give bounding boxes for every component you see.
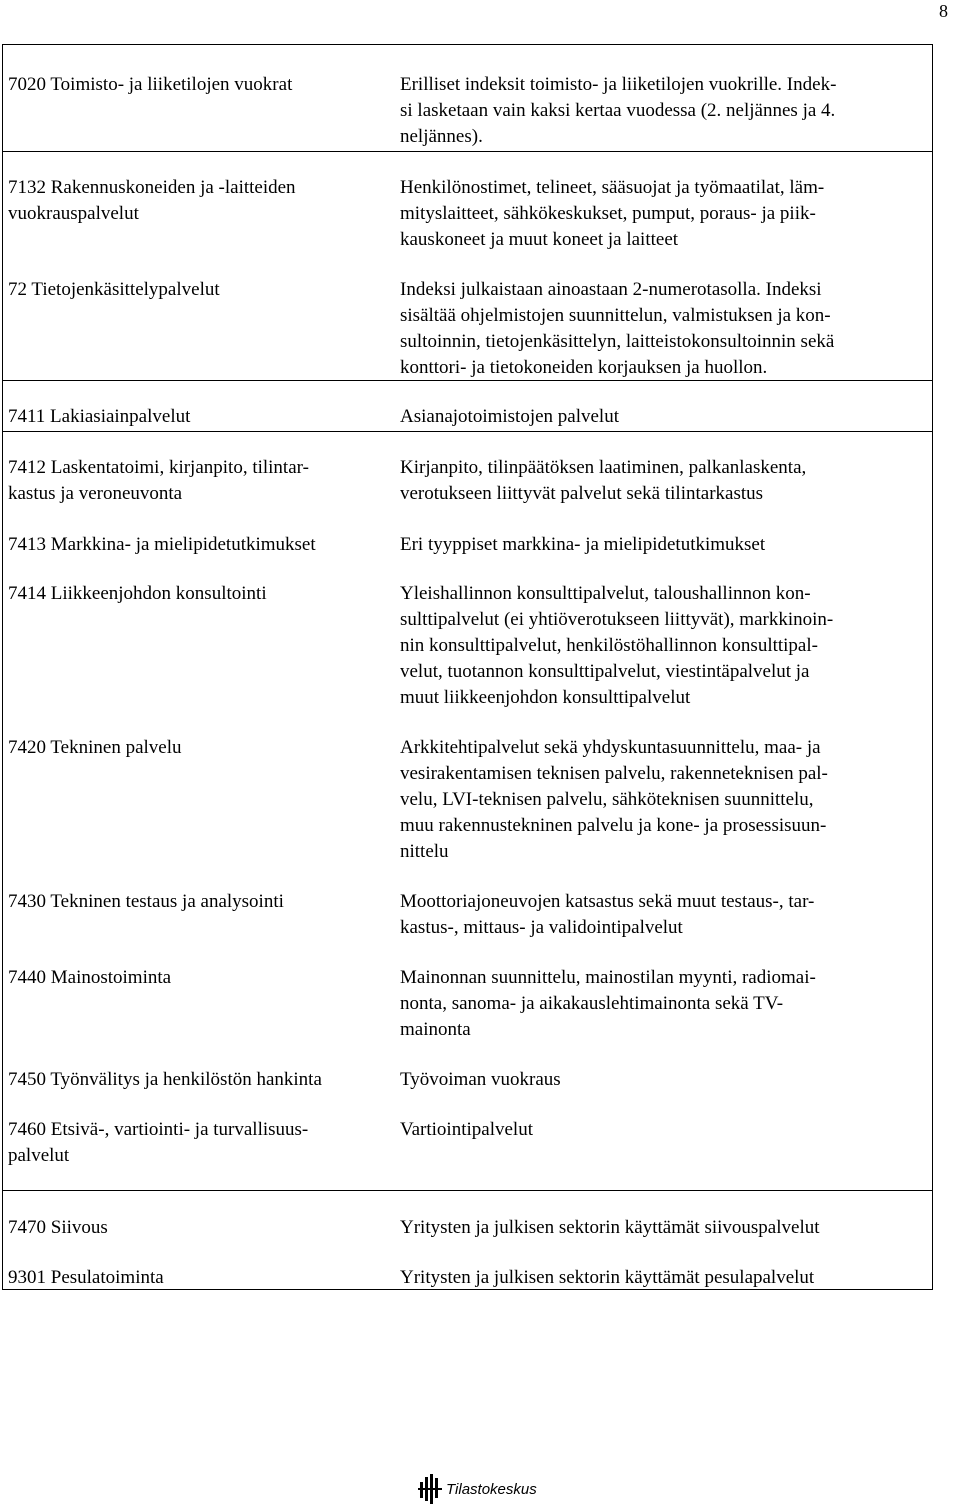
row-code: 7470 Siivous (8, 1217, 108, 1238)
row-description: Eri tyyppiset markkina- ja mielipidetutkimukset (400, 534, 766, 555)
row-code: 7413 Markkina- ja mielipidetutkimukset (8, 534, 316, 555)
row-code: 7440 Mainostoiminta (8, 967, 172, 988)
row-description: Yritysten ja julkisen sektorin käyttämät pesulapalvelut (400, 1267, 815, 1288)
tilastokeskus-logo-icon (418, 1474, 442, 1504)
row-code: 7430 Tekninen testaus ja analysointi (8, 891, 284, 912)
row-code: 7420 Tekninen palvelu (8, 737, 182, 758)
row-separator (2, 380, 933, 381)
row-description: Vartiointipalvelut (400, 1119, 533, 1140)
row-code: 7411 Lakiasiainpalvelut (8, 406, 191, 427)
page-number: 8 (939, 1, 948, 21)
row-code: 7450 Työnvälitys ja henkilöstön hankinta (8, 1069, 322, 1090)
row-code: 72 Tietojenkäsittelypalvelut (8, 279, 220, 300)
row-separator (2, 1190, 933, 1191)
row-description: Työvoiman vuokraus (400, 1069, 561, 1090)
row-code: 9301 Pesulatoiminta (8, 1267, 164, 1288)
row-description: Kirjanpito, tilinpäätöksen laatiminen, palkanlaskenta, verotukseen liittyvät palvelut sekä tilintarkastus (400, 457, 807, 504)
row-separator (2, 431, 933, 432)
logo-text: Tilastokeskus (446, 1480, 537, 1498)
row-description: Yritysten ja julkisen sektorin käyttämät siivouspalvelut (400, 1217, 820, 1238)
row-description: Henkilönostimet, telineet, sääsuojat ja työmaatilat, läm- mityslaitteet, sähkökeskukset, pumput, poraus- ja piik- kauskoneet ja muut koneet ja laitteet (400, 177, 825, 250)
row-code: 7460 Etsivä-, vartiointi- ja turvallisuus- palvelut (8, 1119, 309, 1166)
row-code: 7414 Liikkeenjohdon konsultointi (8, 583, 267, 604)
tilastokeskus-logo (418, 1473, 537, 1505)
row-code: 7412 Laskentatoimi, kirjanpito, tilintar- kastus ja veroneuvonta (8, 457, 309, 504)
row-description: Indeksi julkaistaan ainoastaan 2-numerotasolla. Indeksi sisältää ohjelmistojen suunnittelun, valmistuksen ja kon- sultoinnin, tietojenkäsittelyn, laitteistokonsultoinnin sekä konttori- ja tietokoneiden korjauksen ja huollon. (400, 279, 835, 378)
row-code: 7020 Toimisto- ja liiketilojen vuokrat (8, 74, 293, 95)
row-description: Mainonnan suunnittelu, mainostilan myynti, radiomai- nonta, sanoma- ja aikakauslehtimainonta sekä TV- mainonta (400, 967, 816, 1040)
row-description: Moottoriajoneuvojen katsastus sekä muut testaus-, tar- kastus-, mittaus- ja validointipalvelut (400, 891, 815, 938)
row-description: Yleishallinnon konsulttipalvelut, taloushallinnon kon- sulttipalvelut (ei yhtiöverotukseen liittyvät), markkinoin- nin konsulttipalvelut, henkilöstöhallinnon konsulttipal- velut, tuotannon konsulttipalvelut, viestintäpalvelut ja muut liikkeenjohdon konsulttipalvelut (400, 583, 834, 708)
row-code: 7132 Rakennuskoneiden ja -laitteiden vuokrauspalvelut (8, 177, 296, 224)
row-description: Arkkitehtipalvelut sekä yhdyskuntasuunnittelu, maa- ja vesirakentamisen teknisen palvelu, rakenneteknisen pal- velu, LVI-teknisen palvelu, sähköteknisen suunnittelu, muu rakennustekninen palvelu ja kone- ja prosessisuun- nittelu (400, 737, 828, 862)
row-description: Asianajotoimistojen palvelut (400, 406, 619, 427)
row-description: Erilliset indeksit toimisto- ja liiketilojen vuokrille. Indek- si lasketaan vain kaksi kertaa vuodessa (2. neljännes ja 4. neljännes). (400, 74, 837, 147)
row-separator (2, 151, 933, 152)
